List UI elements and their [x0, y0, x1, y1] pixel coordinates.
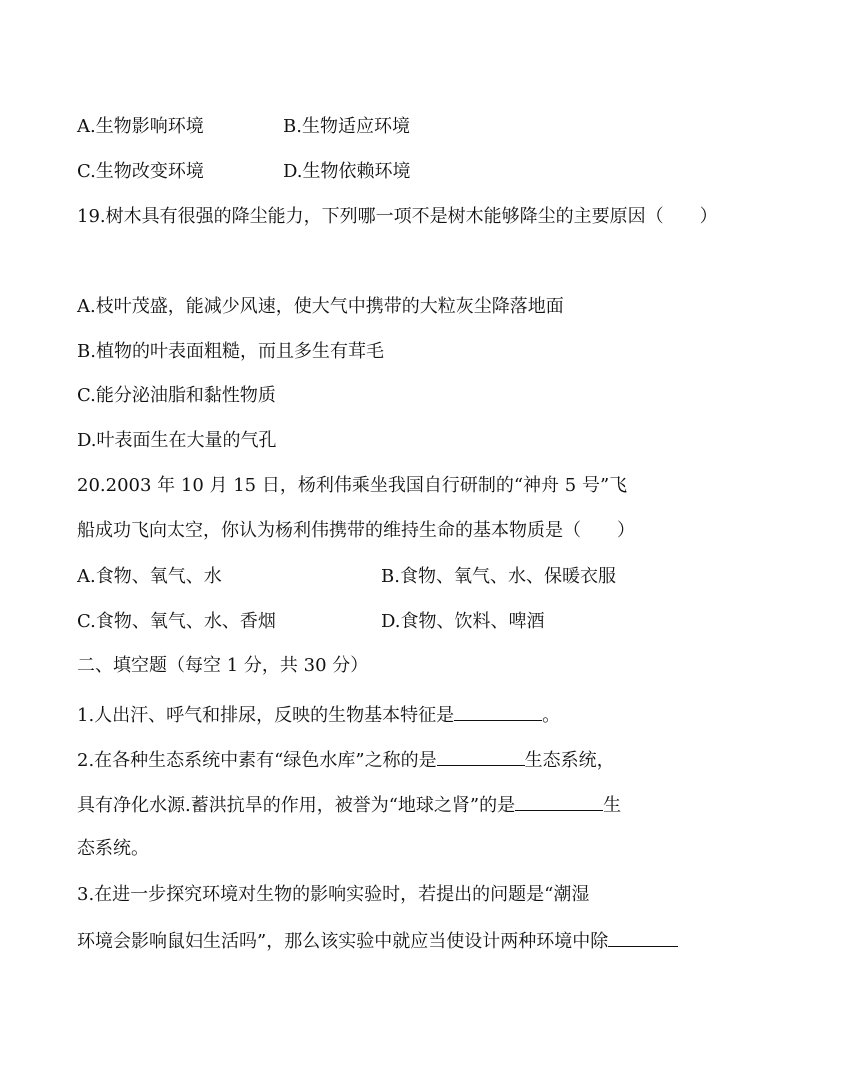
fill-2-line-2-text: 具有净化水源.蓄洪抗旱的作用，被誉为“地球之肾”的是 [77, 795, 516, 816]
q20-option-b: B.食物、氧气、水、保暖衣服 [381, 566, 616, 587]
q20-option-a: A.食物、氧气、水 [77, 566, 222, 587]
q20-option-d: D.食物、饮料、啤酒 [381, 611, 545, 632]
fill-question-2-line-1 [77, 747, 615, 773]
fill-question-1 [77, 702, 560, 728]
fill-question-2-line-3: 态系统。 [77, 838, 149, 859]
answer-blank[interactable] [437, 747, 525, 766]
fill-question-3-line-1: 3.在进一步探究环境对生物的影响实验时，若提出的问题是“潮湿 [77, 884, 590, 905]
answer-blank[interactable] [608, 928, 678, 947]
q18-option-a: A.生物影响环境 [77, 116, 204, 137]
fill-2-line-2-text-end: 生 [603, 795, 622, 816]
section-heading: 二、填空题（每空 1 分，共 30 分） [77, 655, 369, 676]
fill-1-text-end: 。 [542, 705, 561, 726]
answer-blank[interactable] [515, 792, 603, 811]
q19-option-d: D.叶表面生在大量的气孔 [77, 430, 277, 451]
q20-option-c: C.食物、氧气、水、香烟 [77, 611, 276, 632]
fill-2-text-end: 生态系统， [524, 750, 615, 771]
fill-question-2-line-2 [77, 792, 621, 818]
q19-option-c: C.能分泌油脂和黏性物质 [77, 385, 276, 406]
q19-option-a: A.枝叶茂盛，能减少风速，使大气中携带的大粒灰尘降落地面 [77, 296, 564, 317]
q18-option-b: B.生物适应环境 [283, 116, 410, 137]
q20-options-row-2 [77, 610, 545, 634]
q20-options-row-1 [77, 565, 616, 589]
fill-question-3-line-2 [77, 928, 678, 954]
q18-options-row-2 [77, 160, 411, 184]
q18-option-c: C.生物改变环境 [77, 161, 204, 182]
q18-options-row-1 [77, 115, 410, 139]
fill-2-text: 2.在各种生态系统中素有“绿色水库”之称的是 [77, 750, 437, 771]
q20-stem-line-1: 20.2003 年 10 月 15 日，杨利伟乘坐我国自行研制的“神舟 5 号”飞 [77, 475, 628, 496]
fill-3-line-2-text: 环境会影响鼠妇生活吗”，那么该实验中就应当使设计两种环境中除 [77, 931, 609, 952]
q20-stem-line-2: 船成功飞向太空，你认为杨利伟携带的维持生命的基本物质是（ ） [77, 520, 635, 541]
q18-option-d: D.生物依赖环境 [283, 161, 411, 182]
fill-1-text: 1.人出汗、呼气和排尿，反映的生物基本特征是 [77, 705, 455, 726]
q19-option-b: B.植物的叶表面粗糙，而且多生有茸毛 [77, 341, 384, 362]
q19-stem: 19.树木具有很强的降尘能力，下列哪一项不是树木能够降尘的主要原因（ ） [77, 206, 718, 227]
answer-blank[interactable] [454, 702, 542, 721]
